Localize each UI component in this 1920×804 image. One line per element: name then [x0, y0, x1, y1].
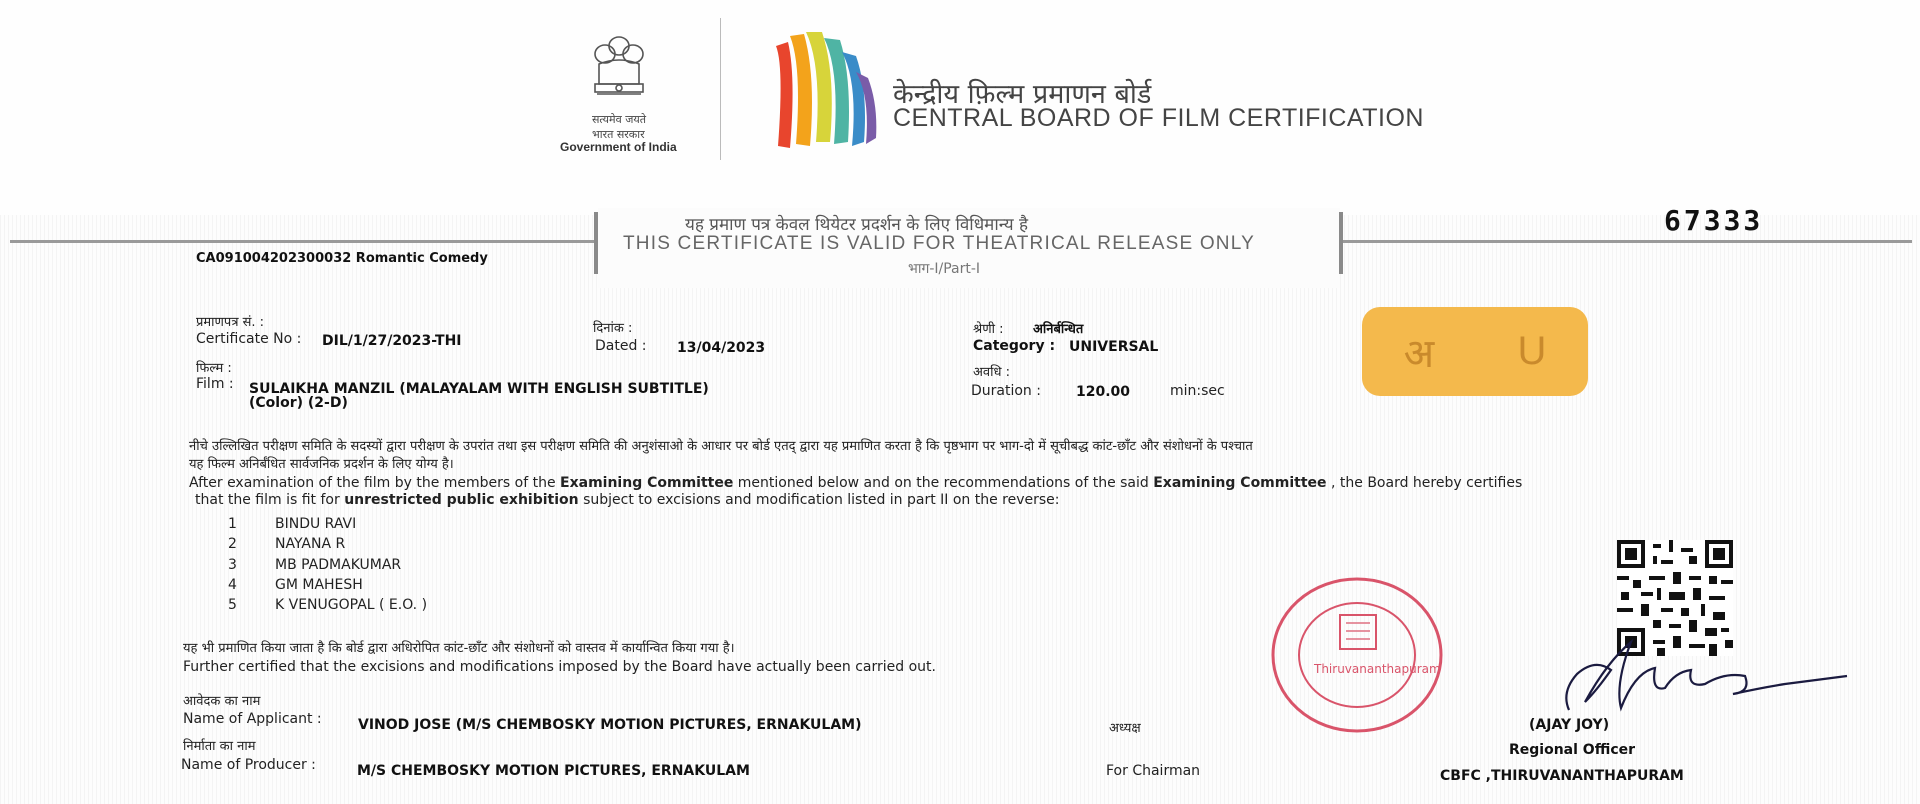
- rating-badge: [1362, 307, 1588, 396]
- applicant-label: Name of Applicant :: [183, 711, 322, 727]
- gov-english: Government of India: [560, 140, 677, 154]
- further-english: Further certified that the excisions and modifications imposed by the Board have actually been carried out.: [183, 659, 936, 675]
- further-hindi: यह भी प्रमाणित किया जाता है कि बोर्ड द्वारा अधिरोपित कांट-छाँट और संशोधनों को वास्तव में कार्यान्वित किया गया है।: [183, 641, 735, 656]
- rating-hindi: अ: [1403, 332, 1435, 376]
- producer-label-hindi: निर्माता का नाम: [183, 739, 256, 754]
- chairman-english: For Chairman: [1106, 763, 1201, 779]
- applicant-label-hindi: आवेदक का नाम: [183, 694, 261, 709]
- validity-left-bar: [594, 212, 598, 274]
- category-label-hindi: श्रेणी :: [973, 322, 1004, 337]
- category-label: Category :: [973, 338, 1056, 354]
- statement-hindi-2: यह फिल्म अनिर्बंधित सार्वजनिक प्रदर्शन के लिए योग्य है।: [189, 457, 454, 472]
- member-num: 2: [228, 536, 237, 552]
- cert-no-label-hindi: प्रमाणपत्र सं. :: [196, 315, 265, 330]
- officer-name: (AJAY JOY): [1529, 717, 1610, 733]
- film-label-hindi: फिल्म :: [196, 361, 232, 376]
- film-title: SULAIKHA MANZIL (MALAYALAM WITH ENGLISH SUBTITLE): [249, 381, 709, 397]
- producer-label: Name of Producer :: [181, 757, 316, 773]
- statement-english-1: After examination of the film by the members of the Examining Committee mentioned below and on the recommendations of the said Examining Committee , the Board hereby certifies: [189, 475, 1523, 491]
- film-label: Film :: [196, 376, 234, 392]
- member-num: 1: [228, 516, 237, 532]
- member-name: BINDU RAVI: [275, 516, 357, 532]
- category-value-hindi: अनिर्बन्धित: [1033, 322, 1084, 337]
- statement-english-2: that the film is fit for unrestricted public exhibition subject to excisions and modification listed in part II on the reverse:: [195, 492, 1060, 508]
- officer-title: Regional Officer: [1509, 742, 1636, 758]
- emblem-motto: सत्यमेव जयते: [592, 113, 647, 126]
- reference-line: CA091004202300032 Romantic Comedy: [196, 251, 488, 266]
- date-label-hindi: दिनांक :: [593, 321, 633, 336]
- date-value: 13/04/2023: [677, 340, 766, 356]
- member-num: 3: [228, 557, 237, 573]
- duration-value: 120.00: [1076, 384, 1131, 400]
- duration-label: Duration :: [971, 383, 1041, 399]
- ashoka-emblem-icon: [583, 32, 655, 118]
- producer-value: M/S CHEMBOSKY MOTION PICTURES, ERNAKULAM: [357, 763, 750, 779]
- gov-hindi: भारत सरकार: [592, 128, 645, 141]
- officer-signature: [1555, 632, 1850, 724]
- cbfc-seal-stamp: [1268, 575, 1446, 735]
- applicant-value: VINOD JOSE (M/S CHEMBOSKY MOTION PICTURES, ERNAKULAM): [358, 717, 862, 733]
- statement-hindi-1: नीचे उल्लिखित परीक्षण समिति के सदस्यों द्वारा परीक्षण के उपरांत तथा इस परीक्षण समिति की अनुशंसाओ के आधार पर बोर्ड एतद् द्वारा यह प्रमाणित करता है कि पृष्ठभाग पर भाग-दो में सूचीबद्ध कांट-छाँट और संशोधनों के पश्चात: [189, 439, 1253, 454]
- member-num: 4: [228, 577, 237, 593]
- cert-no-value: DIL/1/27/2023-THI: [322, 333, 462, 349]
- duration-label-hindi: अवधि :: [973, 365, 1011, 380]
- member-name: GM MAHESH: [275, 577, 363, 593]
- category-value: UNIVERSAL: [1069, 339, 1159, 355]
- validity-part: भाग-I/Part-I: [908, 261, 981, 277]
- chairman-hindi: अध्यक्ष: [1109, 721, 1141, 736]
- member-num: 5: [228, 597, 237, 613]
- validity-hindi: यह प्रमाण पत्र केवल थियेटर प्रदर्शन के लिए विधिमान्य है: [685, 215, 1029, 235]
- seal-city: Thiruvananthapuram: [1314, 662, 1441, 676]
- date-label: Dated :: [595, 338, 647, 354]
- member-name: NAYANA R: [275, 536, 346, 552]
- cert-no-label: Certificate No :: [196, 331, 302, 347]
- rule-left: [10, 240, 595, 243]
- validity-english: THIS CERTIFICATE IS VALID FOR THEATRICAL RELEASE ONLY: [623, 233, 1255, 254]
- rule-right: [1342, 240, 1912, 243]
- validity-right-bar: [1339, 212, 1343, 274]
- certificate-serial-number: 67333: [1664, 204, 1764, 237]
- member-name: K VENUGOPAL ( E.O. ): [275, 597, 428, 613]
- member-name: MB PADMAKUMAR: [275, 557, 402, 573]
- officer-office: CBFC ,THIRUVANANTHAPURAM: [1440, 768, 1684, 784]
- cbfc-english-title: CENTRAL BOARD OF FILM CERTIFICATION: [893, 104, 1424, 132]
- duration-unit: min:sec: [1170, 383, 1225, 399]
- rating-english: U: [1517, 329, 1547, 373]
- cbfc-hindi-title: केन्द्रीय फ़िल्म प्रमाणन बोर्ड: [893, 79, 1152, 110]
- film-format: (Color) (2-D): [249, 395, 348, 411]
- cbfc-logo-icon: [770, 26, 882, 156]
- header-divider: [720, 18, 721, 160]
